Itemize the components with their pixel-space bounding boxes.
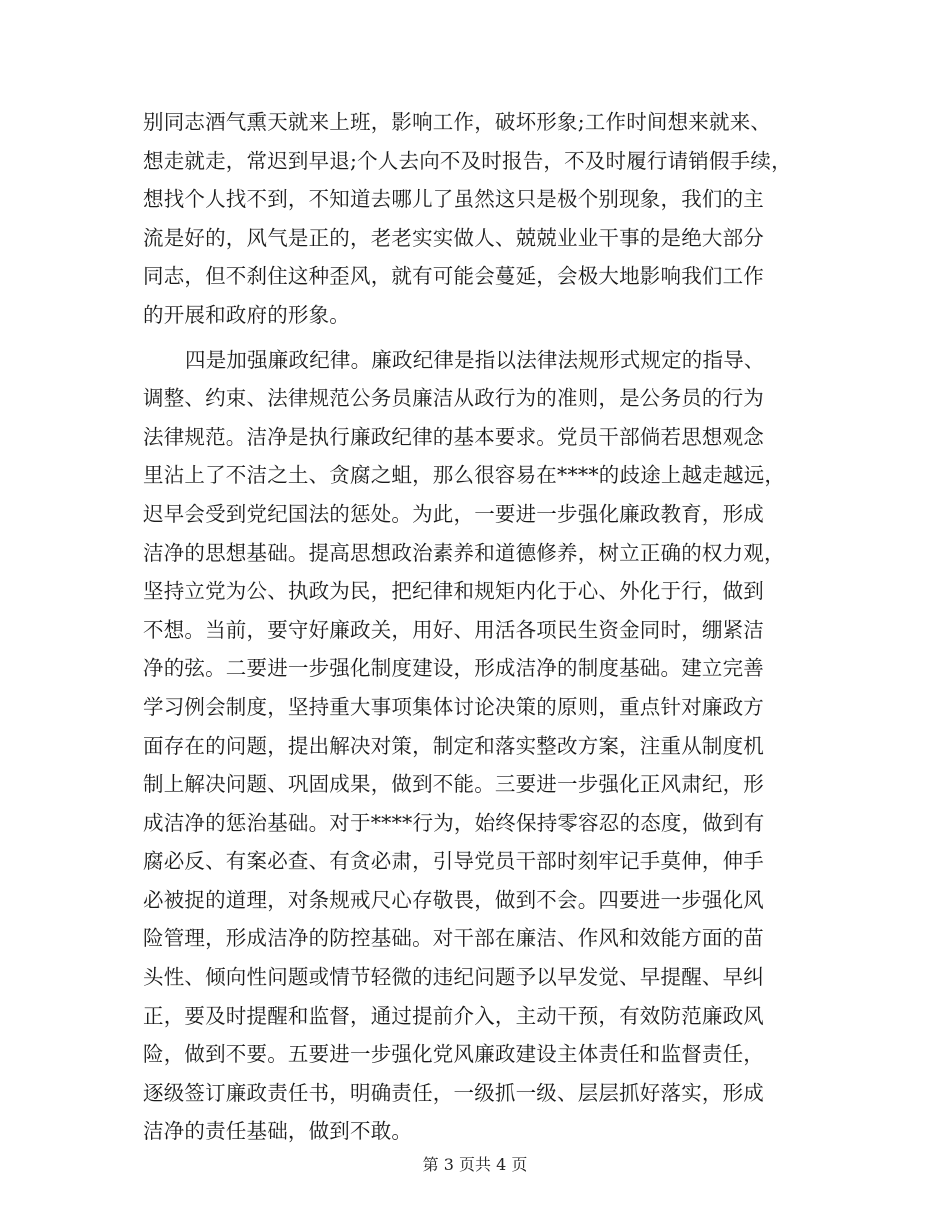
text-line: 必被捉的道理，对条规戒尺心存敬畏，做到不会。四要进一步强化风: [143, 887, 764, 912]
text-line: 腐必反、有案必查、有贪必肃，引导党员干部时刻牢记手莫伸，伸手: [143, 849, 764, 874]
text-line: 洁净的思想基础。提高思想政治素养和道德修养，树立正确的权力观，: [143, 540, 785, 565]
page-number: 第 3 页共 4 页: [422, 1155, 528, 1174]
body-text: [143, 103, 823, 1151]
text-line: 迟早会受到党纪国法的惩处。为此，一要进一步强化廉政教育，形成: [143, 501, 764, 526]
text-line: 险管理，形成洁净的防控基础。对干部在廉洁、作风和效能方面的苗: [143, 926, 764, 951]
page-footer: [0, 1155, 950, 1175]
paragraph-1: [143, 103, 823, 335]
text-line: 洁净的责任基础，做到不敢。: [143, 1119, 413, 1144]
text-line: 学习例会制度，坚持重大事项集体讨论决策的原则，重点针对廉政方: [143, 694, 764, 719]
text-line: 法律规范。洁净是执行廉政纪律的基本要求。党员干部倘若思想观念: [143, 424, 764, 449]
text-line: 面存在的问题，提出解决对策，制定和落实整改方案，注重从制度机: [143, 733, 764, 758]
text-line: 调整、约束、法律规范公务员廉洁从政行为的准则，是公务员的行为: [143, 386, 764, 411]
text-line: 险，做到不要。五要进一步强化党风廉政建设主体责任和监督责任，: [143, 1042, 764, 1067]
text-line: 不想。当前，要守好廉政关，用好、用活各项民生资金同时，绷紧洁: [143, 617, 764, 642]
text-line: 逐级签订廉政责任书，明确责任，一级抓一级、层层抓好落实，形成: [143, 1080, 764, 1105]
text-line: 四是加强廉政纪律。廉政纪律是指以法律法规形式规定的指导、: [185, 347, 765, 372]
text-line: 别同志酒气熏天就来上班，影响工作，破坏形象;工作时间想来就来、: [143, 110, 772, 134]
text-line: 里沾上了不洁之土、贪腐之蛆，那么很容易在****的歧途上越走越远，: [143, 463, 786, 488]
text-line: 坚持立党为公、执政为民，把纪律和规矩内化于心、外化于行，做到: [143, 579, 764, 604]
text-line: 成洁净的惩治基础。对于****行为，始终保持零容忍的态度，做到有: [143, 810, 765, 835]
text-line: 流是好的，风气是正的，老老实实做人、兢兢业业干事的是绝大部分: [143, 225, 764, 250]
text-line: 的开展和政府的形象。: [143, 302, 350, 327]
text-line: 同志，但不刹住这种歪风，就有可能会蔓延，会极大地影响我们工作: [143, 264, 764, 289]
text-line: 头性、倾向性问题或情节轻微的违纪问题予以早发觉、早提醒、早纠: [143, 965, 764, 990]
text-line: 制上解决问题、巩固成果，做到不能。三要进一步强化正风肃纪，形: [143, 772, 764, 797]
paragraph-2: [143, 341, 823, 1151]
text-line: 净的弦。二要进一步强化制度建设，形成洁净的制度基础。建立完善: [143, 656, 764, 681]
text-line: 想找个人找不到，不知道去哪儿了虽然这只是极个别现象，我们的主: [143, 187, 764, 212]
text-line: 正，要及时提醒和监督，通过提前介入，主动干预，有效防范廉政风: [143, 1003, 764, 1028]
text-line: 想走就走，常迟到早退;个人去向不及时报告，不及时履行请销假手续，: [143, 148, 792, 173]
